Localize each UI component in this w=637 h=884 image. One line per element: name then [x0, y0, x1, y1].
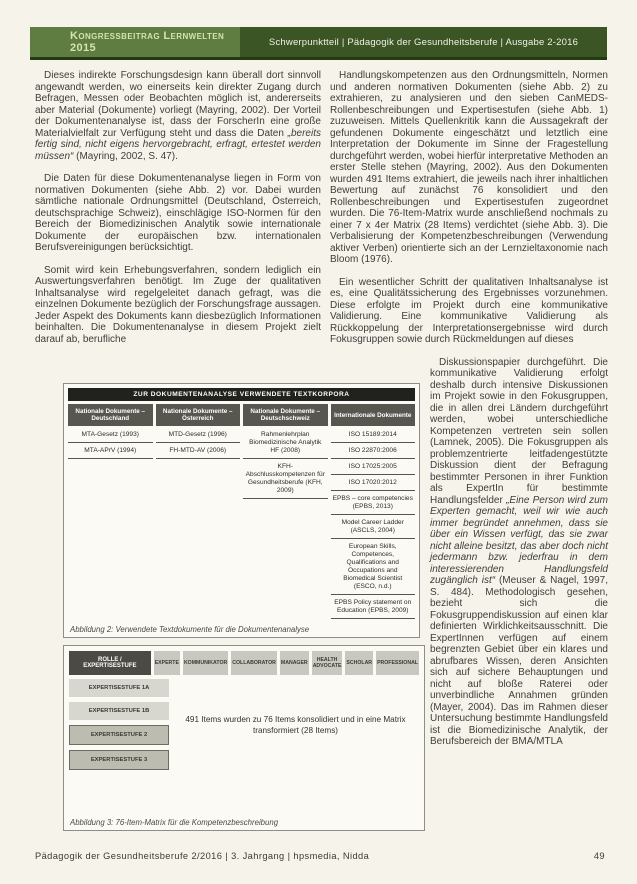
header-issue-label [240, 27, 607, 57]
fig3-role-headers [154, 651, 419, 675]
fig3-role-header: KOMMUNIKATOR [183, 651, 228, 675]
paragraph-narrow [430, 357, 608, 748]
paragraph-text: Dieses indirekte Forschungsdesign kann überall dort sinnvoll angewandt werden, wo einerseits kein direkter Zugang durch Befragen, Messen oder Beobachten möglich ist, andererseits aber Material (Dokumente) vorliegt (Mayring, 2002). Der Vorteil der Dokumentenanalyse ist, dass der ForscherIn eine große Materialvielfalt zur Verfügung steht und dass die Daten [35, 70, 321, 139]
fig2-cell: Model Career Ladder (ASCLS, 2004) [331, 515, 416, 539]
paragraph [35, 70, 321, 162]
fig3-level-label: EXPERTISESTUFE 3 [69, 750, 169, 770]
figure-3-caption: Abbildung 3: 76-Item-Matrix für die Kompetenzbeschreibung [70, 818, 279, 827]
fig3-consolidation-note: 491 Items wurden zu 76 Items konsolidiert und in eine Matrix transformiert (28 Items) [185, 714, 406, 735]
fig2-cell: MTD-Gesetz (1996) [156, 427, 241, 443]
fig2-cell: European Skills, Competences, Qualifications and Occupations and Biomedical Scientist (ESCO, n.d.) [331, 539, 416, 595]
issue-label: Schwerpunktteil | Pädagogik der Gesundheitsberufe | Ausgabe 2-2016 [268, 36, 579, 48]
fig2-cell: ISO 17020:2012 [331, 475, 416, 491]
fig3-role-header: MANAGER [280, 651, 309, 675]
fig3-role-header: PROFESSIONAL [376, 651, 419, 675]
fig2-column-header: Internationale Dokumente [331, 404, 416, 426]
fig2-cell: ISO 17025:2005 [331, 459, 416, 475]
fig3-body-row [69, 679, 419, 770]
figure-2-document-table [63, 383, 420, 638]
fig2-column-header: Nationale Dokumente – Österreich [156, 404, 241, 426]
fig2-cell: MTA-APrV (1994) [68, 443, 153, 459]
fig2-cell: FH-MTD-AV (2006) [156, 443, 241, 459]
fig2-cell: EPBS – core competencies (EPBS, 2013) [331, 491, 416, 515]
fig3-matrix-area [172, 679, 419, 770]
fig2-cell: Rahmenlehrplan Biomedizinische Analytik HF (2008) [243, 427, 328, 459]
fig2-cell: ISO 15189:2014 [331, 427, 416, 443]
fig2-column [68, 404, 153, 619]
fig3-role-header: SCHOLAR [345, 651, 373, 675]
header-section-label [30, 27, 240, 57]
fig3-level-label: EXPERTISESTUFE 1A [69, 679, 169, 697]
paragraph-text: (Mayring, 2002, S. 47). [73, 150, 178, 162]
fig2-column [331, 404, 416, 619]
fig2-cell: ISO 22870:2006 [331, 443, 416, 459]
fig2-cell: EPBS Policy statement on Education (EPBS, 2009) [331, 595, 416, 619]
fig3-level-label: EXPERTISESTUFE 1B [69, 702, 169, 720]
fig2-column-header: Nationale Dokumente – Deutschland [68, 404, 153, 426]
quote-text: „bereits fertig sind, nicht eigens hervorgebracht, erfragt, ertestet werden müssen“ [35, 127, 321, 162]
paragraph: Ein wesentlicher Schritt der qualitativen Inhaltsanalyse ist es, eine Qualitätssicherung des Ergebnisses vorzunehmen. Diese erfolgte im Projekt durch eine kommunikative Validierung. Eine kommunikative Validierung als Rückkoppelung der Interpretationsergebnisse wird durch Fokusgruppen sowie durch Rückmeldungen auf dieses [330, 276, 608, 345]
page-number: 49 [593, 851, 605, 861]
fig3-level-labels [69, 679, 169, 770]
fig2-columns [68, 404, 415, 619]
footer-journal-info: Pädagogik der Gesundheitsberufe 2/2016 | 3. Jahrgang | hpsmedia, Nidda [35, 851, 370, 861]
fig2-cell: KFH-Abschlusskompetenzen für Gesundheitsberufe (KFH, 2009) [243, 459, 328, 499]
congress-label: Kongressbeitrag Lernwelten 2015 [70, 30, 225, 54]
figure-3-item-matrix [63, 645, 425, 831]
paragraph: Die Daten für diese Dokumentenanalyse liegen in Form von normativen Dokumenten (siehe Abb. 2) vor. Dabei wurden sämtliche nationale Ordnungsmittel (Deutschland, Österreich, deutschsprachige Schweiz), einschlägige ISO-Normen für den Bereich der Biomedizinischen Analytik sowie internationale Dokumente der europäischen bzw. internationalen Berufsvereinigungen berücksichtigt. [35, 173, 321, 253]
paragraph: Handlungskompetenzen aus den Ordnungsmitteln, Normen und anderen normativen Dokumenten (siehe Abb. 2) zu extrahieren, zu analysieren und den sieben CanMEDS-Rollenbeschreibungen und Expertisestufen (siehe Abb. 1) zuzuweisen. Mittels Quellenkritik kann die Aussagekraft der gefundenen Dokumente eingeschätzt und letztlich eine Interpretation der Dokumente im Sinne der Fragestellung durchgeführt werden, wobei hierfür interpretative Methoden an erster Stelle stehen (Mayring, 2002). Aus den Dokumenten wurden 491 Items extrahiert, die jeweils nach ihrer inhaltlichen Bewertung auf zunächst 76 konsolidiert und den Rollenbeschreibungen und Expertisestufen zugeordnet wurden. Die 76-Item-Matrix wurde anschließend nochmals zu einer 7 x 4er Matrix (28 Items) verdichtet (siehe Abb. 3). Die Verbalisierung der Kompetenzbeschreibungen (Verwendung aktiver Verben) orientierte sich an der Lernzieltaxonomie nach Bloom (1976). [330, 70, 608, 265]
fig2-column [243, 404, 328, 619]
fig3-level-label: EXPERTISESTUFE 2 [69, 725, 169, 745]
fig3-role-header: HEALTH ADVOCATE [312, 651, 343, 675]
fig2-column [156, 404, 241, 619]
paragraph-text: Diskussionspapier durchgeführt. Die kommunikative Validierung erfolgt deshalb durch intensive Diskussionen im Projekt sowie in den Fokusgruppen, die in allen drei Ländern durchgeführt werden, wobei unterschiedliche Kompetenzen vertreten sein sollen (Lamnek, 2005). Die Fokusgruppen als problemzentrierte leitfadengestützte Diskussion dient der Befragung bestimmter Personen in ihrer Funktion als ExpertIn für bestimmte Handlungsfelder [430, 356, 608, 506]
left-column [35, 70, 321, 356]
paragraph-text: (Meuser & Nagel, 1997, S. 484). Methodologisch gesehen, bezieht sich die Fokusgruppendiskussion auf einen klar definierten Wirklichkeitsausschnitt. Die ExpertInnen verfügen auf einem begrenzten Gebiet über ein klares und abrufbares Wissen, deren Ansichten sich auf sichere Behauptungen und nicht auf bloße Raterei oder unverbindliche Annahmen gründen (Mayer, 2004). Das im Rahmen dieser Untersuchung bestimmte Handlungsfeld ist die Biomedizinische Analytik, der Berufsbereich der BMA/MTLA [430, 575, 609, 747]
page-footer [35, 851, 605, 861]
quote-text: „Eine Person wird zum Experten gemacht, weil wir wie auch immer begründet annehmen, dass sie über ein Wissen verfügt, das sie zwar nicht alleine besitzt, das aber doch nicht jedermann bzw. jederfrau in dem interessierenden Handlungsfeld zugänglich ist“ [430, 494, 609, 586]
figure-2-title: ZUR DOKUMENTENANALYSE VERWENDETE TEXTKORPORA [68, 388, 415, 401]
fig3-role-header: COLLABORATOR [231, 651, 277, 675]
fig3-role-header: EXPERTE [154, 651, 180, 675]
fig3-header-row [69, 651, 419, 675]
fig3-corner-cell: ROLLE / EXPERTISESTUFE [69, 651, 151, 675]
fig2-cell: MTA-Gesetz (1993) [68, 427, 153, 443]
paragraph: Somit wird kein Erhebungsverfahren, sondern lediglich ein Auswertungsverfahren benötigt. Im Zuge der qualitativen Inhaltsanalyse wird regelgeleitet danach gefragt, was die einzelnen Dokumente bezüglich der Forschungsfrage aussagen. Jeder Aspekt des Dokuments kann diesbezüglich Informationen beinhalten. Die Dokumentenanalyse in diesem Projekt zielt darauf ab, berufliche [35, 264, 321, 345]
figure-2-caption: Abbildung 2: Verwendete Textdokumente für die Dokumentenanalyse [70, 625, 310, 634]
journal-header-bar [30, 27, 607, 60]
fig2-column-header: Nationale Dokumente – Deutschschweiz [243, 404, 328, 426]
